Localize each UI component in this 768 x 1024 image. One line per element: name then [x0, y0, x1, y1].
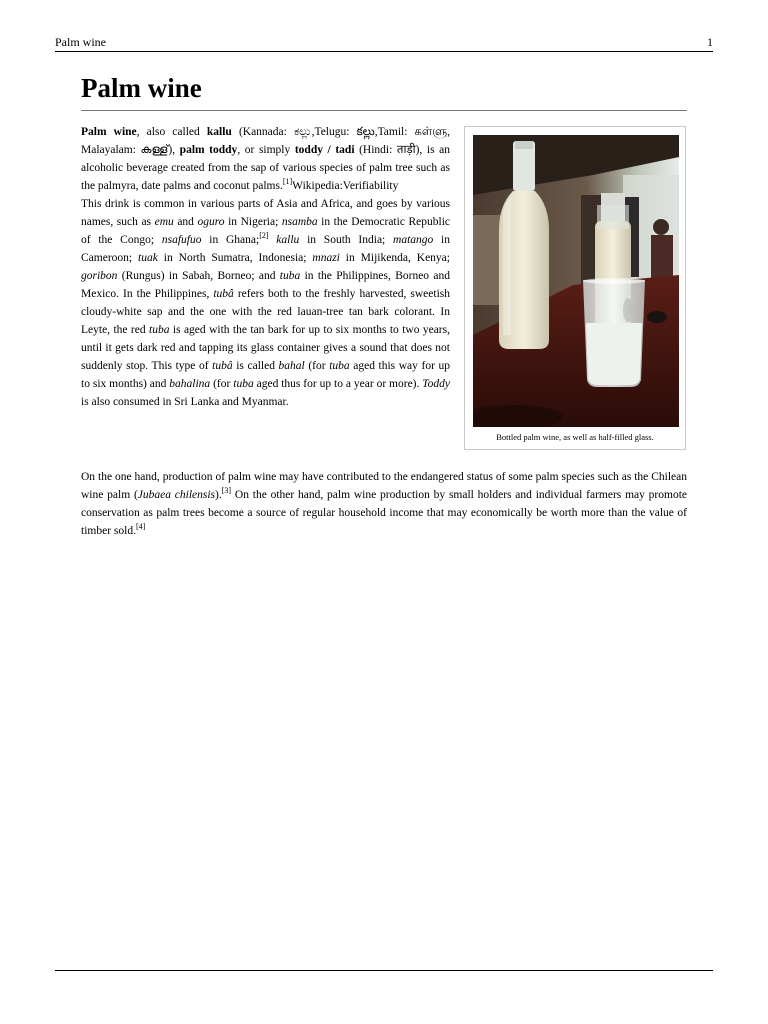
text-run: in the Democratic Republic of the Congo; — [81, 216, 450, 246]
text-run: is also consumed in Sri Lanka and Myanmar. — [81, 396, 289, 408]
text-run: in Cameroon; — [81, 234, 451, 264]
term-mnazi: mnazi — [312, 252, 340, 264]
term-kallu: kallu — [206, 126, 232, 138]
term-tuba: tubâ — [213, 288, 234, 300]
term-goribon: goribon — [81, 270, 118, 282]
text-run: / — [322, 144, 336, 156]
text-run: (for — [210, 378, 234, 390]
term-toddy: toddy — [294, 144, 323, 156]
conservation-paragraph — [81, 468, 687, 540]
text-run: , also called — [136, 126, 207, 138]
text-run: (Kannada: ಕಲ್ಲು,Telugu: కల్లు,Tamil: கள்ளு, Malayalam: കള്ള്), — [81, 126, 450, 156]
text-run: in Nigeria; — [224, 216, 282, 228]
term-oguro: oguro — [197, 216, 225, 228]
reference-link-3[interactable]: [3] — [221, 486, 232, 495]
intro-paragraph — [81, 123, 450, 195]
page-title: Palm wine — [81, 70, 687, 111]
term-palm-toddy: palm toddy — [179, 144, 238, 156]
reference-link-1[interactable]: [1] — [282, 177, 293, 186]
text-run: , or simply — [237, 144, 295, 156]
term-bahal: bahal — [278, 360, 305, 372]
term-nsafufuo: nsafufuo — [161, 234, 202, 246]
term-tadi: tadi — [335, 144, 355, 156]
palm-wine-photo — [473, 135, 679, 427]
term-nsamba: nsamba — [281, 216, 318, 228]
term-jubaea-chilensis: Jubaea chilensis — [137, 489, 216, 501]
text-run: (for — [304, 360, 330, 372]
term-bahalina: bahalina — [169, 378, 211, 390]
term-tuba: tuba — [149, 324, 170, 336]
intro-column — [81, 123, 450, 411]
names-paragraph — [81, 195, 450, 411]
text-run: On the other hand, palm wine production by small holders and individual farmers may promote conservation as palm trees become a source of regular household income that may economically be worth more than the value of timber sold. — [81, 489, 687, 537]
term-tuba: tuba — [329, 360, 350, 372]
text-run: in the Philippines, Borneo and Mexico. In the Philippines, — [81, 270, 450, 300]
term-emu: emu — [154, 216, 174, 228]
text-run: aged this way for up to six months) and — [81, 360, 451, 390]
text-run: in Mijikenda, Kenya; — [339, 252, 450, 264]
figure-caption: Bottled palm wine, as well as half-filled glass. — [496, 432, 654, 442]
conservation-column — [81, 468, 687, 540]
verifiability-note: Wikipedia:Verifiability — [292, 180, 399, 192]
text-run: refers both to the freshly harvested, sweetish cloudy-white sap and the one with the red lauan-tree tan bark colorant. In Leyte, the red — [81, 288, 451, 336]
term-tuak: tuak — [138, 252, 158, 264]
text-run: aged thus for up to a year or more). — [253, 378, 423, 390]
figure-box — [464, 126, 686, 450]
term-palm-wine: Palm wine — [81, 126, 137, 138]
term-tuba: tuba — [233, 378, 254, 390]
header-title: Palm wine — [55, 35, 106, 49]
text-run: in Ghana; — [201, 234, 260, 246]
term-tuba: tubâ — [212, 360, 233, 372]
text-run: ). — [215, 489, 222, 501]
footer-rule — [55, 970, 713, 971]
running-header — [55, 34, 713, 52]
reference-link-4[interactable]: [4] — [135, 522, 146, 531]
term-matango: matango — [393, 234, 434, 246]
page-number: 1 — [707, 35, 713, 49]
term-kallu-italic: kallu — [276, 234, 300, 246]
text-run: This drink is common in various parts of Asia and Africa, and goes by various names, such as — [81, 198, 450, 228]
text-run: is called — [232, 360, 279, 372]
reference-link-2[interactable]: [2] — [259, 231, 269, 240]
text-run: (Rungus) in Sabah, Borneo; and — [117, 270, 280, 282]
text-run: in South India; — [299, 234, 394, 246]
text-run: is aged with the tan bark for up to six months to two years, until it gets dark red and tapping its glass container gives a sound that does not suddenly stop. This type of — [81, 324, 450, 372]
text-run: in North Sumatra, Indonesia; — [157, 252, 313, 264]
term-toddy-italic: Toddy — [422, 378, 450, 390]
text-run: and — [173, 216, 198, 228]
term-tuba: tuba — [279, 270, 301, 282]
text-run: (Hindi: ताड़ी), is an alcoholic beverage created from the sap of various species of palm tree such as the palmyra, date palms and coconut palms. — [81, 144, 450, 192]
text-run: On the one hand, production of palm wine may have contributed to the endangered status of some palm species such as the Chilean wine palm ( — [81, 471, 687, 501]
